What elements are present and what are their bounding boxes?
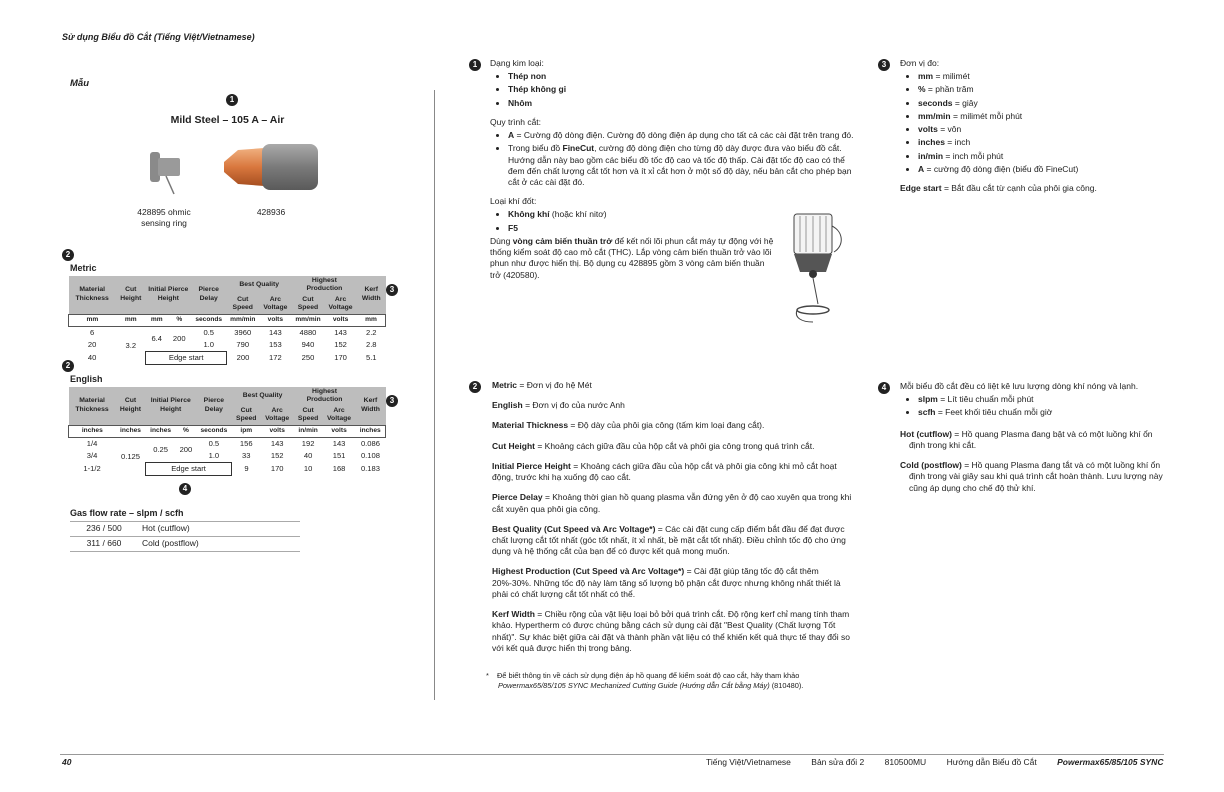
cell: 143 [332,438,346,448]
term: Hot (cutflow) [900,428,952,439]
unit: inches [69,425,116,437]
unit: % [168,314,191,326]
desc: = Khoảng thời gian hồ quang plasma vẫn đứng yên ở độ cao xuyên qua trong khi cắt xuyên qua phôi gia công. [492,492,852,514]
cell: 940 [301,340,315,350]
unit-item [918,164,1170,175]
gas-flow-intro: Mỗi biểu đồ cắt đều có liệt kê lưu lượng dòng khí nóng và lạnh. [900,381,1139,391]
unit-item [918,111,1170,122]
gas-flow-title: Gas flow rate – slpm / scfh [70,508,184,518]
unit-item [918,151,1170,162]
table-row [69,437,386,450]
unit: volts [323,425,356,437]
cell: 0.5 [203,327,214,337]
callout-1: 1 [226,94,238,106]
column-divider [434,90,435,700]
desc: để kết nối lõi phun cắt máy tự động với hệ thống kiểm soát độ cao mỏ cắt (THC). Lắp vòng cảm biến thuần trở vào lõi phun như được hiển thị. Bộ dụng cụ 428895 gồm 3 vòng cảm biến thuần trở (420580). [490,235,774,280]
page-header: Sử dụng Biểu đồ Cắt (Tiếng Việt/Vietnamese) [62,32,255,42]
footnote-ref: Powermax65/85/105 SYNC Mechanized Cutting Guide (Hướng dẫn Cắt bằng Máy) [498,680,770,690]
term: Metric [492,380,518,390]
chart-title: Mild Steel – 105 A – Air [170,114,285,126]
cell: 1/4 [86,438,98,448]
desc: = Đơn vị đo hệ Mét [517,380,592,390]
cell: 200 [236,352,250,362]
cell: 250 [301,352,315,362]
desc: = Khoảng cách giữa đầu của hộp cắt và phôi gia công trong quá trình cắt. [534,440,815,451]
desc: = Hồ quang Plasma đang bật và có một luồng khí ổn định trong khi cắt. [909,428,1153,450]
term: volts [918,124,938,135]
unit: seconds [191,314,227,326]
unit: inches [116,425,146,437]
th-bq-speed: Cut Speed [232,406,261,425]
term: scfh [918,407,936,418]
cell-pierce-height: 0.25 [153,444,168,454]
gas-type-title: Loại khí đốt: [490,196,537,207]
unit-item [918,407,1170,418]
unit: mm [146,314,168,326]
unit: % [176,425,196,437]
gas-flow-table [70,521,300,552]
desc: = Chiều rộng của vật liệu loại bỏ bởi quá trình cắt. Độ rộng kerf chỉ mang tính tham khảo. Hypertherm có được chúng bằng cách sử dụng cài đặt "Best Quality (Chất lượng Tốt nhất)". Sự khác biệt giữa cài đặt và thành phần vật liệu có thể khiến kết quả thực tế thay đổi so với kết quả được hiển thị trong bảng. [492,609,850,653]
desc: = Bắt đầu cắt từ cạnh của phôi gia công. [941,182,1097,193]
term: Initial Pierce Height [492,460,571,471]
footer-info [706,757,1163,768]
desc: = inch [944,137,971,148]
metal-title: Dạng kim loại: [490,58,544,68]
term: Không khí [508,209,550,220]
term: % [918,84,926,95]
cell: 172 [269,352,282,362]
cell: 311 / 660 [70,537,138,552]
cell: 170 [334,352,347,362]
desc: Dùng [490,235,513,246]
cell: 1.0 [203,339,214,349]
cell: 0.5 [208,438,220,448]
term: A [918,163,925,174]
term: Material Thickness [492,420,569,431]
desc: = giây [952,97,978,108]
term: Cut Height [492,440,535,451]
unit: ipm [232,425,261,437]
th-kerf-width: Kerf Width [355,387,385,425]
cell: 143 [334,327,347,337]
unit: volts [261,425,294,437]
cell: 152 [270,451,284,461]
cell: 151 [332,451,346,461]
hot-def [900,429,1170,451]
th-thickness: Material Thickness [69,387,116,425]
metric-label: Metric [70,263,97,273]
unit: mm/min [292,314,324,326]
edge-start-cell: Edge start [145,462,231,475]
term: vòng cảm biến thuần trở [512,235,613,246]
part-number-2: 428936 [256,207,286,217]
th-thickness: Material Thickness [69,276,116,314]
th-pierce-delay: Pierce Delay [196,387,232,425]
unit: mm [116,314,146,326]
desc: = Cài đặt giúp tăng tốc độ cắt thêm 20%-30%. Những tốc độ này làm tăng số lượng bộ phận cắt được nhưng không nhất thiết là phải có chất lượng cắt tốt nhất có thể. [492,566,841,599]
cell: 0.086 [360,438,380,448]
definition [492,420,852,431]
edge-start-def [900,183,1170,194]
callout-3-text: 3 [878,59,890,71]
desc: = vôn [937,124,962,135]
ohmic-ring-note [490,236,775,281]
cell: 192 [301,438,315,448]
cell: 6 [90,327,95,337]
table-row [69,462,386,475]
table-row [70,522,300,537]
definition [492,461,852,483]
cell: 143 [269,327,282,337]
term: Best Quality (Cut Speed và Arc Voltage*) [492,523,656,534]
page-number: 40 [62,757,72,767]
th-pierce-height: Initial Pierce Height [146,276,191,314]
th-cut-height: Cut Height [116,276,146,314]
cell-pierce-height: 6.4 [151,333,162,343]
footer-language: Tiếng Việt/Vietnamese [706,757,791,767]
desc: = Hồ quang Plasma đang tắt và có một luồng khí ổn định trong vài giây sau khi quá trình cắt hoàn thành. Lưu lượng này cũng áp dụng cho chế độ thử khí. [909,460,1163,493]
unit: mm/min [227,314,259,326]
unit-item [918,84,1170,95]
desc: = inch mỗi phút [943,150,1004,161]
callout-4-text: 4 [878,382,890,394]
unit: mm [357,314,386,326]
term: mm/min [918,110,951,121]
th-pierce-height: Initial Pierce Height [145,387,196,425]
cell: Cold (postflow) [138,537,300,552]
unit: inches [145,425,175,437]
th-highest-production: Highest Production [294,387,356,406]
unit-item [918,71,1170,82]
cell: 3960 [234,327,252,337]
desc: Trong biểu đồ [508,143,563,154]
cell: 4880 [299,327,317,337]
cell: 236 / 500 [70,522,138,537]
term: F5 [508,222,518,233]
unit: inches [355,425,385,437]
edge-start-cell: Edge start [146,351,227,364]
metal-item: • Nhôm [508,98,862,109]
metal-item: • Thép không gỉ [508,84,862,95]
term: slpm [918,394,938,405]
sample-label: Mẫu [70,78,89,89]
cell: 9 [244,463,249,473]
desc: (hoặc khí nitơ) [549,209,607,220]
definition [492,524,852,558]
cell: 33 [242,451,251,461]
part-desc-1: sensing ring [141,218,187,229]
term: FineCut [562,143,595,154]
metal-item: • Thép non [508,71,862,82]
th-hp-speed: Cut Speed [294,406,323,425]
desc: = milimét mỗi phút [950,110,1023,121]
term: Kerf Width [492,609,535,620]
footnote-text: Để biết thông tin về cách sử dụng điện áp hồ quang để kiểm soát độ cao cắt, hãy tham khảo [496,671,800,680]
desc: = Lít tiêu chuẩn mỗi phút [937,394,1034,405]
desc: = milimét [933,71,970,82]
th-hp-speed: Cut Speed [292,295,324,314]
unit: volts [259,314,292,326]
unit-item [918,124,1170,135]
unit: in/min [294,425,323,437]
cell: 1.0 [208,450,220,460]
th-hp-volt: Arc Voltage [324,295,357,314]
callout-4: 4 [179,483,191,495]
th-best-quality: Best Quality [227,276,292,295]
cell: 153 [269,340,282,350]
ohmic-ring-install-illustration [786,212,846,324]
units-title: Đơn vị đo: [900,58,940,68]
table-row [70,537,300,552]
th-pierce-delay: Pierce Delay [191,276,227,314]
desc: = Cường độ dòng điện. Cường độ dòng điện áp dụng cho tất cả các cài đặt trên trang đó. [514,130,854,141]
definition [492,492,852,514]
unit: mm [69,314,116,326]
definition [492,441,852,452]
callout-1-text: 1 [469,59,481,71]
footnote-code: (810480). [769,680,804,690]
callout-2-text: 2 [469,381,481,393]
footer-product: Powermax65/85/105 SYNC [1057,757,1164,767]
desc: = Feet khối tiêu chuẩn mỗi giờ [935,407,1053,418]
cell: 1-1/2 [83,463,101,473]
process-title: Quy trình cắt: [490,116,542,127]
callout-3-english: 3 [386,395,398,407]
cell: 170 [270,463,284,473]
unit-item [918,98,1170,109]
term: A [508,130,515,141]
ohmic-ring-illustration [140,142,190,198]
th-kerf-width: Kerf Width [357,276,386,314]
cell: 5.1 [365,352,377,362]
cold-def [900,460,1170,494]
desc: = Khoảng cách giữa đầu của hộp cắt và phôi gia công khi mỏ cắt hoạt động, trước khi hạ xuống độ cao cắt. [492,460,837,483]
section-2 [492,380,852,663]
term: Highest Production (Cut Speed và Arc Voltage*) [492,566,685,577]
table-row [69,326,386,339]
desc: = Đơn vị đo của nước Anh [522,400,625,411]
section-4 [900,381,1170,503]
term: mm [918,71,934,82]
callout-2-metric: 2 [62,249,74,261]
definition [492,609,852,654]
definition [492,380,852,391]
section-3 [900,58,1170,194]
th-best-quality: Best Quality [232,387,294,406]
term: inches [918,137,945,148]
cell: 143 [270,438,284,448]
english-cut-chart [68,387,386,476]
unit: volts [324,314,357,326]
english-label: English [70,374,103,384]
process-item [508,130,862,141]
term: in/min [918,150,944,161]
metric-cut-chart [68,276,386,365]
english-units-row [69,425,386,437]
definition [492,400,852,411]
th-highest-production: Highest Production [292,276,357,295]
term: Pierce Delay [492,492,543,503]
desc: = phần trăm [925,84,974,95]
cell: 10 [303,463,313,473]
term: seconds [918,97,953,108]
cell: 790 [236,340,250,350]
cell: 40 [303,451,313,461]
cell: Hot (cutflow) [138,522,300,537]
cell: 0.108 [360,451,380,461]
cell: 156 [239,438,253,448]
cell: 2.2 [365,327,377,337]
footnote [486,671,856,691]
th-bq-volt: Arc Voltage [261,406,294,425]
desc: , cường độ dòng điện cho từng độ dày được đưa vào biểu đồ cắt. Hướng dẫn này bao gồm các biểu đồ tốc độ cao và tốc độ thấp. Cài đặt tốc độ cao có thể đem đến chất lượng cắt tốt hơn và ít xỉ cắt hơn ở một số độ dày, nếu bản cắt cho phép bạn cắt ở các cài đặt đó. [508,143,852,187]
cell: 2.8 [365,340,377,350]
desc: = Độ dày của phôi gia công (tấm kim loại đang cắt). [568,420,765,431]
footer-part-number: 810500MU [884,757,927,767]
th-cut-height: Cut Height [116,387,146,425]
th-bq-speed: Cut Speed [227,295,259,314]
desc: = Các cài đặt cung cấp điểm bắt đầu để đạt được chất lượng cắt tốt nhất (góc tốt nhất, ít xỉ nhất, bề mặt cắt tốt nhất). Điều chỉnh tốc độ cho ứng dụng và hệ thống cắt của bạn để có được kết quả mong muốn. [492,523,846,557]
footer-rule [60,754,1164,755]
cell-pierce-pct: 200 [172,333,186,343]
part-number-1: 428895 ohmic [137,207,191,217]
cell: 168 [332,463,346,473]
nozzle-illustration [218,140,324,196]
footnote-mark: * [486,671,489,680]
cell-cut-height: 0.125 [120,452,140,462]
unit-item [918,137,1170,148]
desc: = cường độ dòng điện (biểu đồ FineCut) [924,163,1079,174]
cell: 0.183 [360,463,380,473]
th-bq-volt: Arc Voltage [259,295,292,314]
footer-revision: Bản sửa đổi 2 [811,757,865,767]
term: Cold (postflow) [900,460,962,471]
cell: 152 [334,340,347,350]
process-item [508,143,862,188]
table-row [69,351,386,364]
cell: 40 [87,352,97,362]
term: Edge start [900,182,942,193]
term: English [492,400,523,411]
unit-item [918,394,1170,405]
cell-cut-height: 3.2 [125,341,137,351]
th-hp-volt: Arc Voltage [323,406,356,425]
callout-2-english: 2 [62,360,74,372]
footer-doc-title: Hướng dẫn Biểu đồ Cắt [946,757,1037,767]
cell-pierce-pct: 200 [179,444,193,454]
unit: seconds [196,425,232,437]
callout-3-metric: 3 [386,284,398,296]
cell: 3/4 [86,451,98,461]
metric-units-row [69,314,386,326]
cell: 20 [87,340,97,350]
definition [492,566,852,600]
